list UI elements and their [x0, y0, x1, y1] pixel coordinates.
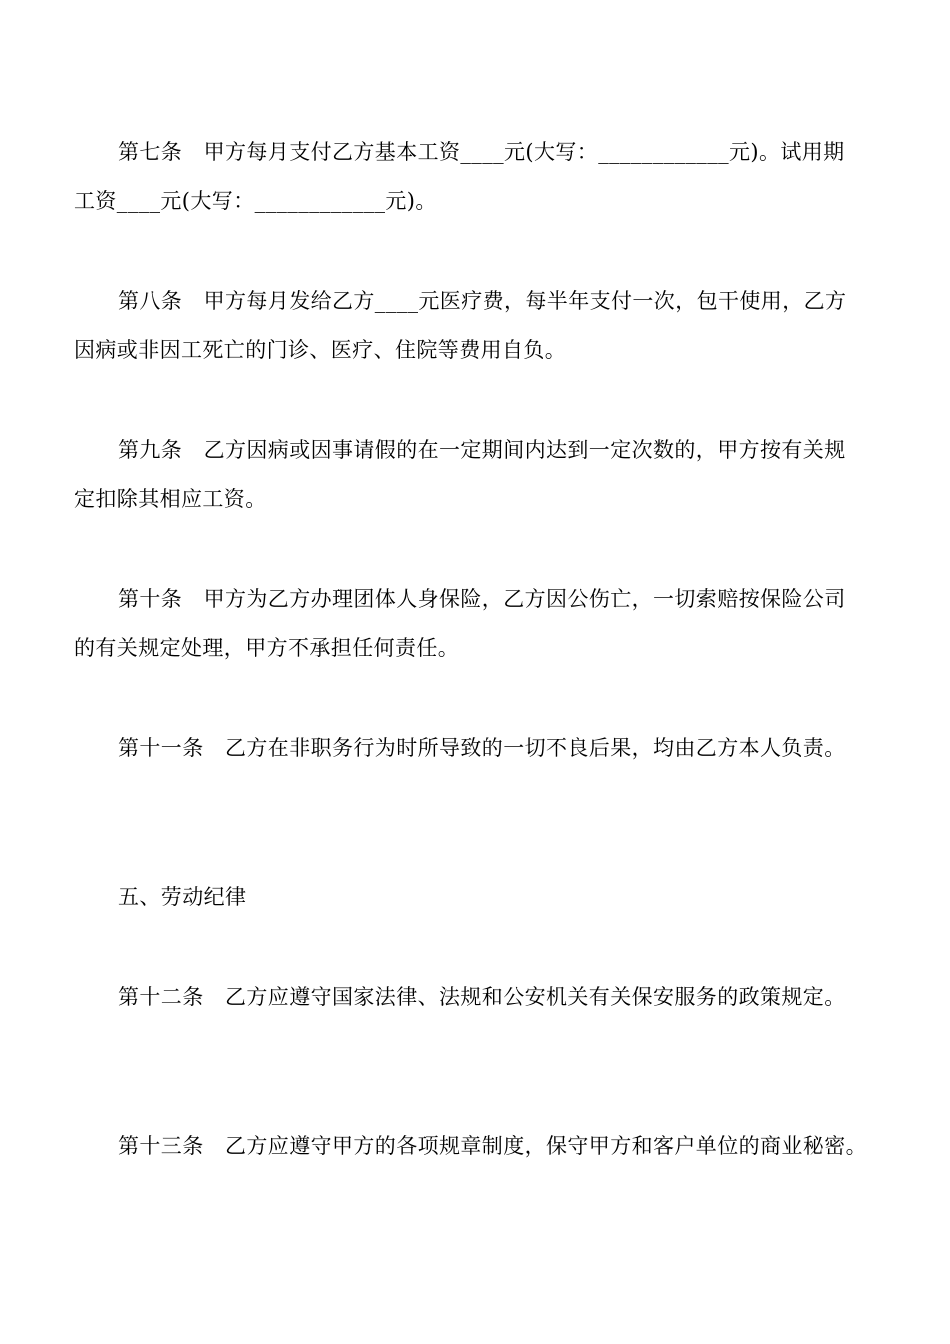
article-10-line-2: 的有关规定处理，甲方不承担任何责任。: [74, 636, 460, 660]
article-7-line-2: 工资____元(大写：____________元)。: [74, 189, 437, 213]
article-13-line-1: 第十三条 乙方应遵守甲方的各项规章制度，保守甲方和客户单位的商业秘密。: [118, 1134, 867, 1158]
article-10-line-1: 第十条 甲方为乙方办理团体人身保险，乙方因公伤亡，一切索赔按保险公司: [118, 587, 846, 611]
section-heading-labor-discipline: 五、劳动纪律: [118, 885, 247, 909]
article-8-line-1: 第八条 甲方每月发给乙方____元医疗费，每半年支付一次，包干使用，乙方: [118, 289, 847, 313]
article-7-line-1: 第七条 甲方每月支付乙方基本工资____元(大写：____________元)。试用期: [118, 140, 845, 164]
article-12-line-1: 第十二条 乙方应遵守国家法律、法规和公安机关有关保安服务的政策规定。: [118, 985, 846, 1009]
article-9-line-1: 第九条 乙方因病或因事请假的在一定期间内达到一定次数的，甲方按有关规: [118, 438, 846, 462]
article-9-line-2: 定扣除其相应工资。: [74, 487, 267, 511]
article-11-line-1: 第十一条 乙方在非职务行为时所导致的一切不良后果，均由乙方本人负责。: [118, 736, 846, 760]
article-8-line-2: 因病或非因工死亡的门诊、医疗、住院等费用自负。: [74, 338, 567, 362]
